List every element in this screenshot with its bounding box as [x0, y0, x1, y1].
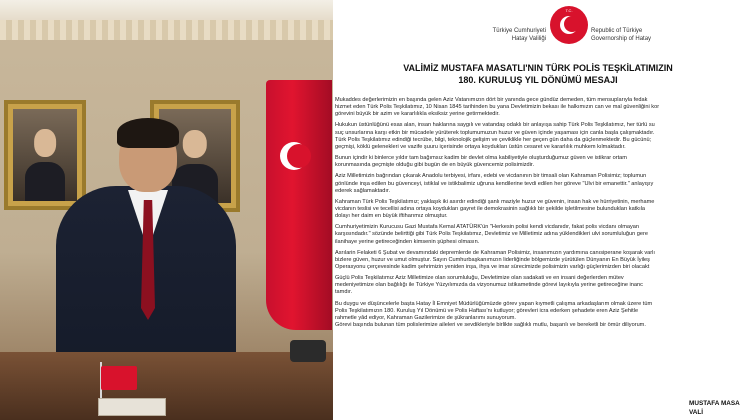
letterhead-right-line2: Governorship of Hatay [591, 36, 652, 42]
paragraph-line: hizmet eden Türk Polis Teşkilatımız, 10 Nisan 1845 tarihinden bu yana Devletimizin bekası ile halkımızın can ve mal güvenliğini kor [335, 104, 660, 111]
paragraph-line: ilanihaye yerine getireceğinden kimsenin şüphesi olmasın. [335, 238, 480, 245]
title-line2: 180. KURULUŞ YIL DÖNÜMÜ MESAJI [458, 75, 618, 85]
message-document [333, 0, 740, 420]
emblem-label: T.C. [565, 8, 573, 13]
message-title [353, 62, 723, 86]
paragraph-line: ederek sağlamaktadır. [335, 187, 391, 194]
paragraph-line: karşısındadır." sözünde belirttiği gibi Türk Polis Teşkilatımız, Devletimiz ve Milletimiz adına yüklendikleri ulvi sorumluluğun gere [335, 231, 648, 238]
paragraph-line: Bu duygu ve düşüncelerle başta Hatay İl Emniyet Müdürlüğümüzde görev yapan kıymetli çalışma arkadaşlarım olmak üzere tüm [335, 300, 653, 307]
message-paragraph [335, 275, 740, 296]
desk [0, 352, 333, 420]
paragraph-line: Polis Teşkilatımızın 180. Kuruluş Yıl Dönümü ve Polis Haftası'nı kutluyor; görevleri icra ederken şehadete eren Aziz Şehitle [335, 307, 639, 314]
paragraph-line: gönlünde inşa edilen bu güvenceyi, istiklal ve istikbalimiz uğruna kendilerine tevdi edilen her göreve "Ulvi bir emanettir." anlayışıy [335, 180, 654, 187]
message-paragraph [335, 301, 740, 329]
message-paragraph [335, 155, 740, 169]
message-paragraph [335, 122, 740, 150]
message-paragraph [335, 250, 740, 271]
paragraph-line: dolayı her daim en büyük iftiharımız olmuştur. [335, 213, 448, 220]
paragraph-line: tamdır. [335, 289, 353, 296]
message-paragraph [335, 97, 740, 118]
signature-block [689, 399, 740, 417]
paragraph-line: Mukaddes değerlerimizin en başında gelen Aziz Vatanımızın dört bir yanında gece gündüz demeden, tüm mensuplarıyla fedak [335, 97, 648, 103]
desk-flag [101, 366, 137, 390]
paragraph-line: rahmetle yâd ediyor, Kahraman Gazilerimize de şükranlarımı sunuyorum. [335, 314, 516, 321]
signature-role: VALİ [689, 409, 704, 416]
message-paragraph [335, 199, 740, 220]
letterhead-left-line2: Hatay Valiliği [511, 36, 546, 42]
letterhead-left [458, 27, 546, 43]
paragraph-line: Cumhuriyetimizin Kurucusu Gazi Mustafa Kemal ATATÜRK'ün "Herkesin polisi kendi vicdanıdır, fakat polis vicdanı olmayan [335, 224, 639, 231]
signature-name: MUSTAFA MASA [689, 400, 740, 407]
person-hair [117, 118, 179, 148]
paragraph-line: Hukukun üstünlüğünü esas alan, insan haklarına saygılı ve vatandaş odaklı bir anlayışa sahip Türk Polis Teşkilatımız, her türlü su [335, 122, 655, 129]
governor-photo [0, 0, 333, 420]
paragraph-line: Aziz Milletimizin bağrından çıkarak Anadolu terbiyesi, irfanı, edebi ve vicdanının bir timsali olan Kahraman Polisimiz; toplumun [335, 173, 647, 180]
paragraph-line: medeniyetimize olan bağlılığı ile Türkiye Yüzyılımızda da vizyonumuz istikametinde görevi layıkıyla yerine getireceğine inanc [335, 282, 643, 289]
paragraph-line: Bunun içindir ki binlerce yıldır tam bağımsız kadim bir devlet olma kabiliyetiyle oluşturduğumuz güven ve istikrar ortam [335, 155, 627, 162]
nameplate [98, 398, 166, 416]
governorship-emblem [550, 6, 588, 44]
portrait-frame-ataturk [4, 100, 86, 210]
paragraph-line: Güçlü Polis Teşkilatımız Aziz Milletimize olan sorumluluğu, Devletimize olan sadakati ve en insani değerlerden mütev [335, 275, 624, 282]
letterhead-left-line1: Türkiye Cumhuriyeti [492, 28, 546, 34]
paragraph-line: geçmişi, köklü gelenekleri ve vazife şuuru içerisinde ortaya koydukları üstün cesaret ve kararlılık muhkem kılmaktadır. [335, 143, 626, 150]
curtain [0, 20, 333, 40]
paragraph-line: Operasyonu çerçevesinde kadim şehrimizin yeniden inşa, ihya ve imar sürecimizde polisimizin varlığı güçlerimizden biri olacakt [335, 264, 650, 270]
letterhead-right-line1: Republic of Türkiye [591, 28, 643, 34]
paragraph-line: bizlere güven, huzur ve umut olmuştur. Sayın Cumhurbaşkanımızın liderliğinde bölgemizde yürütülen Dünyanın En Büyük İyileş [335, 256, 650, 263]
turkish-flag [266, 80, 332, 330]
paragraph-line: suç unsurlarına karşı etkin bir mücadele yürüterek toplumumuzun huzur ve güven içinde yaşaması için canla başla çalışmaktadır. [335, 129, 655, 136]
paragraph-line: Kahraman Türk Polis Teşkilatımız; yaklaşık iki asırdır edindiği şanlı maziyle huzur ve güvenin, insan hak ve hürriyetinin, merhame [335, 198, 655, 205]
title-line1: VALİMİZ MUSTAFA MASATLI'NIN TÜRK POLİS TEŞKİLATIMIZIN [403, 63, 673, 73]
paragraph-line: görevini büyük bir azim ve kararlılıkla eksiksiz yerine getirmektedir. [335, 111, 500, 118]
message-paragraph [335, 173, 740, 194]
paragraph-line: vicdanın teslisi ve tecellisi adına ortaya koydukları gayret ile demokrasinin sağlıklı bir şekilde işletilmesine bulundukları katkıla [335, 205, 645, 212]
paragraph-line: Türk Polis Teşkilatımız edindiği tecrübe, bilgi, teknolojik gelişim ve çeviklikle her geçen gün daha da güçlenmektedir. Bu gücünü; [335, 136, 652, 143]
message-paragraph [335, 224, 740, 245]
letterhead-right [591, 27, 701, 43]
paragraph-line: korunmasında geçmişte olduğu gibi bugün de en büyük güvencemiz polisimizdir. [335, 162, 535, 169]
desk-phone [290, 340, 326, 362]
message-body [335, 97, 740, 333]
paragraph-line: Asrılarin Felaketi 6 Şubat ve devamındaki depremlerde de Kahraman Polisimiz, insanımızın yardımına canısiperane koşarak varlı [335, 249, 655, 256]
paragraph-line: Görevi başında bulunan tüm polislerimize aileleri ve sevdikleriyle birlikte sağlıklı mutlu, başarılı ve bereketli bir ömür diliyorum. [335, 322, 646, 329]
